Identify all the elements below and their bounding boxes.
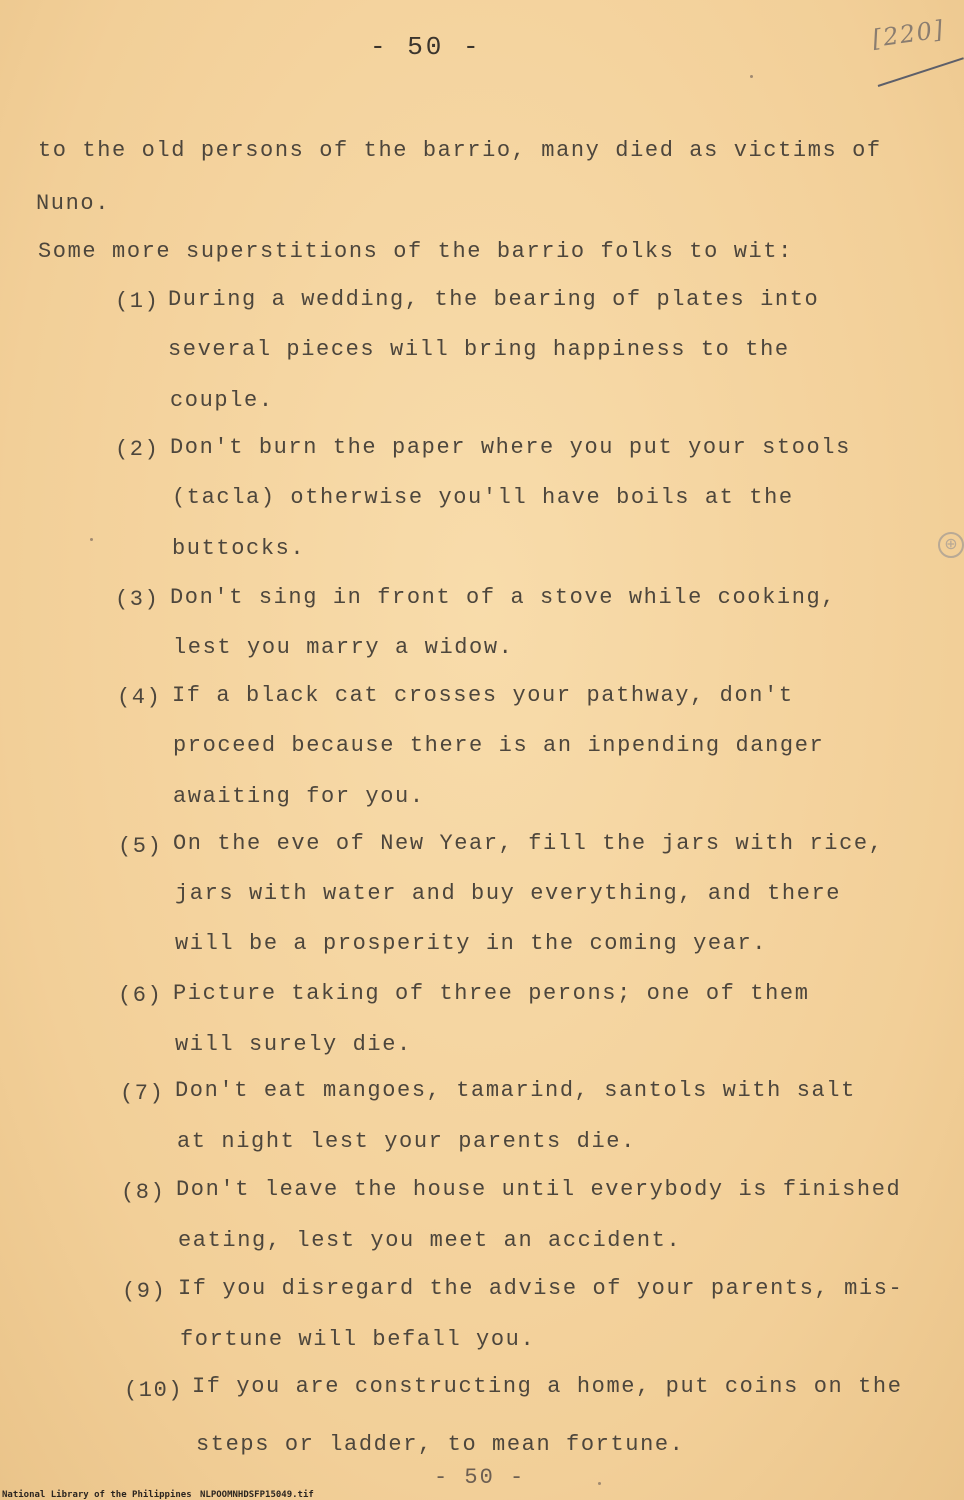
intro-line-3: Some more superstitions of the barrio folks to wit: xyxy=(38,239,793,264)
item-8-line-2: eating, lest you meet an accident. xyxy=(178,1228,682,1253)
intro-line-2: Nuno. xyxy=(36,191,111,216)
item-2-line-1: Don't burn the paper where you put your stools xyxy=(170,435,851,460)
paper-speck xyxy=(90,538,93,541)
item-number: (1) xyxy=(115,289,160,314)
item-1-line-2: several pieces will bring happiness to the xyxy=(168,337,790,362)
footer-credit: National Library of the Philippines xyxy=(2,1490,192,1500)
item-1-line-1: During a wedding, the bearing of plates into xyxy=(168,287,820,312)
item-6-line-1: Picture taking of three perons; one of them xyxy=(173,981,810,1006)
item-10-line-2: steps or ladder, to mean fortune. xyxy=(196,1432,685,1457)
item-2-line-2: (tacla) otherwise you'll have boils at the xyxy=(172,485,794,510)
page-number: - 50 - xyxy=(370,32,482,62)
archive-number: [220] xyxy=(870,15,947,53)
item-7-line-1: Don't eat mangoes, tamarind, santols with salt xyxy=(175,1078,856,1103)
footer-page-number: - 50 - xyxy=(434,1465,526,1490)
item-4-line-3: awaiting for you. xyxy=(173,784,425,809)
item-3-line-2: lest you marry a widow. xyxy=(173,635,514,660)
item-number: (5) xyxy=(118,834,163,859)
item-6-line-2: will surely die. xyxy=(175,1032,412,1057)
paper-speck xyxy=(598,1482,601,1485)
item-number: (8) xyxy=(121,1180,166,1205)
item-5-line-2: jars with water and buy everything, and there xyxy=(175,881,842,906)
item-number: (7) xyxy=(120,1081,165,1106)
item-5-line-1: On the eve of New Year, fill the jars with rice, xyxy=(173,831,884,856)
item-1-line-3: couple. xyxy=(170,388,274,413)
item-10-line-1: If you are constructing a home, put coins on the xyxy=(192,1374,903,1399)
footer-filename: NLPOOMNHDSFP15049.tif xyxy=(200,1490,314,1500)
item-8-line-1: Don't leave the house until everybody is finished xyxy=(176,1177,902,1202)
item-number: (2) xyxy=(115,437,160,462)
intro-line-1: to the old persons of the barrio, many died as victims of xyxy=(38,138,882,163)
item-2-line-3: buttocks. xyxy=(172,536,306,561)
pen-stroke xyxy=(878,57,964,87)
item-9-line-2: fortune will befall you. xyxy=(180,1327,536,1352)
item-5-line-3: will be a prosperity in the coming year. xyxy=(175,931,768,956)
item-3-line-1: Don't sing in front of a stove while cooking, xyxy=(170,585,837,610)
item-number: (10) xyxy=(124,1378,184,1403)
item-number: (6) xyxy=(118,983,163,1008)
item-number: (3) xyxy=(115,587,160,612)
item-4-line-2: proceed because there is an inpending danger xyxy=(173,733,825,758)
item-4-line-1: If a black cat crosses your pathway, don't xyxy=(172,683,794,708)
item-number: (4) xyxy=(117,685,162,710)
paper-speck xyxy=(750,75,753,78)
item-9-line-1: If you disregard the advise of your parents, mis- xyxy=(178,1276,904,1301)
margin-stamp-icon: ⊕ xyxy=(938,532,964,558)
item-7-line-2: at night lest your parents die. xyxy=(177,1129,636,1154)
item-number: (9) xyxy=(122,1279,167,1304)
